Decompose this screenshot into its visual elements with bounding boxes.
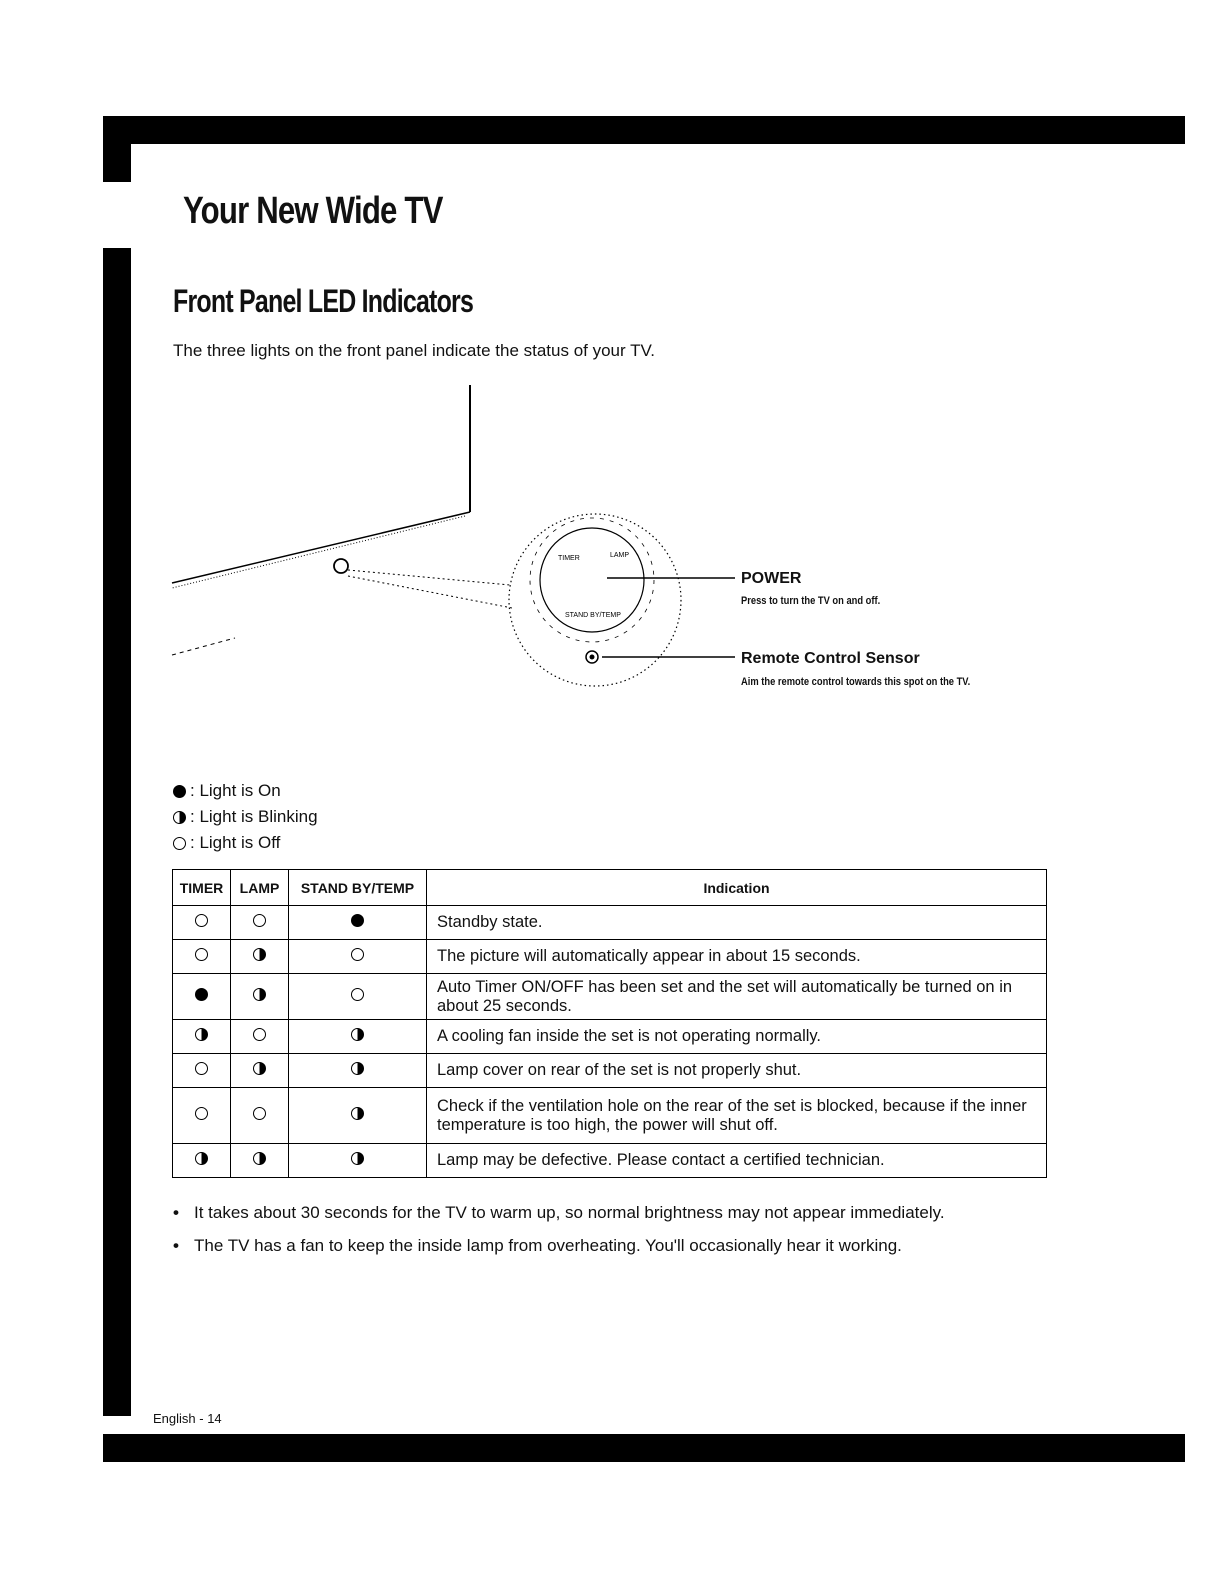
led-indicator-table (172, 869, 1047, 1178)
standby-cell (289, 1020, 427, 1054)
timer-cell (173, 974, 231, 1020)
timer-cell (173, 1088, 231, 1144)
timer-cell (173, 1144, 231, 1178)
indication-cell: Lamp cover on rear of the set is not properly shut. (427, 1054, 1047, 1088)
note-item: • The TV has a fan to keep the inside lamp from overheating. You'll occasionally hear it working. (173, 1236, 902, 1255)
light-off-icon (351, 988, 364, 1001)
svg-text:TIMER: TIMER (558, 555, 580, 562)
light-off-icon (195, 1107, 208, 1120)
standby-cell (289, 1088, 427, 1144)
header-timer: TIMER (173, 870, 231, 906)
top-bar-tab (103, 116, 131, 182)
lamp-cell (231, 906, 289, 940)
table-header-row (173, 870, 1047, 906)
light-off-icon (253, 1028, 266, 1041)
sensor-label: Remote Control Sensor (741, 650, 920, 667)
power-description: Press to turn the TV on and off. (741, 595, 881, 607)
top-bar (103, 116, 1185, 144)
legend (173, 778, 318, 856)
section-intro: The three lights on the front panel indicate the status of your TV. (173, 341, 655, 360)
light-blinking-icon (253, 988, 266, 1001)
light-blinking-icon (253, 1062, 266, 1075)
section-title: Front Panel LED Indicators (173, 283, 474, 319)
standby-cell (289, 1054, 427, 1088)
lamp-cell (231, 940, 289, 974)
svg-text:STAND BY/TEMP: STAND BY/TEMP (565, 612, 621, 619)
notes-list (173, 1203, 945, 1269)
svg-text:LAMP: LAMP (610, 552, 630, 559)
table-row (173, 906, 1047, 940)
light-off-icon (351, 948, 364, 961)
lamp-cell (231, 1020, 289, 1054)
page-number: English - 14 (153, 1411, 222, 1426)
table-row (173, 940, 1047, 974)
legend-item-on: : Light is On (173, 778, 318, 804)
lamp-cell (231, 974, 289, 1020)
light-blinking-icon (351, 1062, 364, 1075)
indication-cell: Standby state. (427, 906, 1047, 940)
standby-cell (289, 940, 427, 974)
lamp-cell (231, 1054, 289, 1088)
tv-bottom-edge (172, 512, 470, 583)
panel-circle-icon (334, 559, 348, 573)
timer-cell (173, 1054, 231, 1088)
light-blinking-icon (253, 1152, 266, 1165)
light-off-icon (195, 948, 208, 961)
timer-cell (173, 906, 231, 940)
note-item: • It takes about 30 seconds for the TV to warm up, so normal brightness may not appear immediately. (173, 1203, 945, 1222)
table-row (173, 1144, 1047, 1178)
light-blinking-icon (253, 948, 266, 961)
light-off-icon (253, 914, 266, 927)
lamp-cell (231, 1088, 289, 1144)
table-row (173, 1020, 1047, 1054)
light-off-icon (253, 1107, 266, 1120)
standby-cell (289, 906, 427, 940)
table-row (173, 1054, 1047, 1088)
power-label: POWER (741, 570, 802, 587)
left-bar (103, 248, 131, 1416)
header-lamp: LAMP (231, 870, 289, 906)
timer-cell (173, 940, 231, 974)
light-off-icon (195, 1062, 208, 1075)
indication-cell: Lamp may be defective. Please contact a certified technician. (427, 1144, 1047, 1178)
indication-cell: A cooling fan inside the set is not operating normally. (427, 1020, 1047, 1054)
lamp-cell (231, 1144, 289, 1178)
indication-cell: The picture will automatically appear in about 15 seconds. (427, 940, 1047, 974)
standby-cell (289, 1144, 427, 1178)
front-panel-diagram (160, 380, 1060, 710)
standby-cell (289, 974, 427, 1020)
header-standby: STAND BY/TEMP (289, 870, 427, 906)
page-title: Your New Wide TV (183, 190, 443, 232)
light-blinking-icon (195, 1028, 208, 1041)
table-row (173, 974, 1047, 1020)
table-row (173, 1088, 1047, 1144)
light-on-icon (351, 914, 364, 927)
indication-cell: Check if the ventilation hole on the rear of the set is blocked, because if the inner temperature is too high, the power will shut off. (427, 1088, 1047, 1144)
light-blinking-icon (173, 811, 186, 824)
light-blinking-icon (351, 1152, 364, 1165)
legend-item-blink: : Light is Blinking (173, 804, 318, 830)
indication-cell: Auto Timer ON/OFF has been set and the set will automatically be turned on in about 25 seconds. (427, 974, 1047, 1020)
light-blinking-icon (351, 1107, 364, 1120)
light-on-icon (173, 785, 186, 798)
header-indication: Indication (427, 870, 1047, 906)
light-off-icon (195, 914, 208, 927)
sensor-description: Aim the remote control towards this spot on the TV. (741, 676, 971, 688)
light-blinking-icon (351, 1028, 364, 1041)
light-blinking-icon (195, 1152, 208, 1165)
light-on-icon (195, 988, 208, 1001)
legend-item-off: : Light is Off (173, 830, 318, 856)
light-off-icon (173, 837, 186, 850)
timer-cell (173, 1020, 231, 1054)
bottom-bar (103, 1434, 1185, 1462)
